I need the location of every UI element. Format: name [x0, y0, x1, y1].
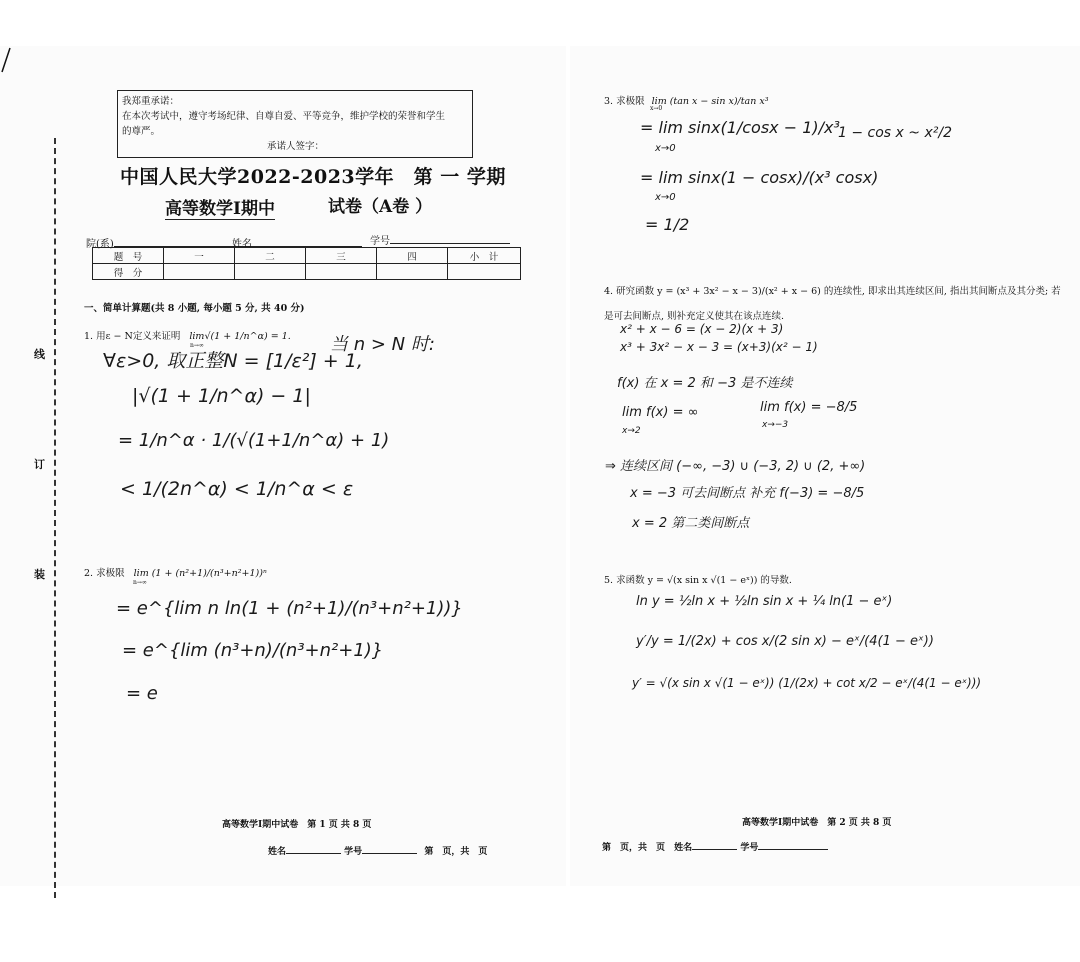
q3-prompt: 3. 求极限 lim (tan x − sin x)/tan x³	[604, 96, 769, 107]
left-page-footer-fields: 姓名 学号 第 页，共 页	[268, 847, 488, 857]
course-name: 高等数学I期中	[165, 194, 275, 220]
score-table-header-row	[93, 248, 521, 264]
score-cell: 得 分	[93, 264, 164, 280]
score-cell: 题 号	[93, 248, 164, 264]
binding-label-line: 线	[34, 348, 45, 361]
q4-hand-line: x² + x − 6 = (x − 2)(x + 3)	[620, 322, 784, 336]
binding-label-order: 订	[34, 458, 45, 471]
q4-hand-line: x→2	[622, 426, 641, 436]
q1-hand-line: 当 n > N 时:	[330, 334, 435, 355]
binding-dashed-line	[54, 138, 56, 898]
q5-prompt: 5. 求函数 y = √(x sin x √(1 − eˣ)) 的导数.	[604, 575, 792, 586]
score-cell	[448, 264, 521, 280]
pledge-signature: 承诺人签字：	[267, 141, 325, 152]
q3-hand-line: = 1/2	[645, 215, 690, 234]
q1-hand-line: < 1/(2n^α) < 1/n^α < ε	[120, 478, 354, 500]
q1-limit-sub: n→∞	[190, 342, 204, 349]
corner-pen-mark	[0, 46, 14, 76]
q4-hand-line: lim f(x) = ∞	[622, 405, 699, 420]
score-cell	[306, 264, 377, 280]
q1-prompt: 1. 用ε − N定义来证明 lim√(1 + 1/n^α) = 1.	[84, 331, 291, 342]
q3-limit-sub: x→0	[650, 105, 663, 112]
q5-hand-line: y′/y = 1/(2x) + cos x/(2 sin x) − eˣ/(4(1 − eˣ))	[636, 634, 934, 649]
q3-hand-line: x→0	[655, 192, 676, 203]
q1-hand-line: = 1/n^α · 1/(√(1+1/n^α) + 1)	[118, 430, 390, 451]
score-table	[92, 247, 521, 280]
q2-prompt: 2. 求极限 lim (1 + (n²+1)/(n³+n²+1))ⁿ	[84, 568, 267, 579]
q4-hand-line: x = −3 可去间断点 补充 f(−3) = −8/5	[630, 486, 865, 501]
q4-prompt-line-2: 是可去间断点, 则补充定义使其在该点连续.	[604, 311, 785, 322]
q4-hand-line: ⇒ 连续区间 (−∞, −3) ∪ (−3, 2) ∪ (2, +∞)	[605, 459, 866, 474]
q3-hand-line: 1 − cos x ~ x²/2	[838, 125, 952, 141]
q2-limit-sub: n→∞	[133, 579, 147, 586]
pledge-title: 我郑重承诺：	[122, 96, 180, 107]
q3-hand-line: = lim sinx(1 − cosx)/(x³ cosx)	[640, 168, 879, 187]
field-student-id: 学号	[370, 232, 510, 247]
score-table-score-row	[93, 264, 521, 280]
score-cell: 四	[377, 248, 448, 264]
pledge-line-1: 在本次考试中，遵守考场纪律、自尊自爱、平等竞争，维护学校的荣誉和学生	[122, 111, 446, 122]
field-name: 姓名	[232, 235, 362, 250]
q2-hand-line: = e	[126, 683, 158, 704]
left-page-footer: 高等数学I期中试卷 第 1 页 共 8 页	[222, 820, 372, 830]
score-cell	[377, 264, 448, 280]
score-cell: 二	[235, 248, 306, 264]
score-cell: 三	[306, 248, 377, 264]
q2-hand-line: = e^{lim n ln(1 + (n²+1)/(n³+n²+1))}	[116, 598, 463, 619]
q4-hand-line: x = 2 第二类间断点	[632, 516, 750, 531]
q4-prompt-line-1: 4. 研究函数 y = (x³ + 3x² − x − 3)/(x² + x − 6) 的连续性, 即求出其连续区间, 指出其间断点及其分类; 若	[604, 286, 1061, 297]
q1-hand-line: ∀ε>0, 取正整N = [1/ε²] + 1,	[103, 350, 363, 372]
score-cell	[164, 264, 235, 280]
right-page-footer-fields: 第 页，共 页 姓名 学号	[602, 840, 828, 853]
q1-hand-line: |√(1 + 1/n^α) − 1|	[132, 385, 311, 407]
binding-label-bind: 装	[34, 568, 45, 581]
section-heading: 一、简单计算题(共 8 小题, 每小题 5 分, 共 40 分)	[84, 303, 305, 314]
q4-hand-line: lim f(x) = −8/5	[760, 400, 858, 415]
q5-hand-line: ln y = ½ln x + ½ln sin x + ¼ ln(1 − eˣ)	[636, 594, 893, 609]
q3-hand-line: = lim sinx(1/cosx − 1)/x³	[640, 118, 840, 137]
field-department: 院(系)	[86, 235, 254, 250]
score-cell: 一	[164, 248, 235, 264]
right-page-footer: 高等数学I期中试卷 第 2 页 共 8 页	[742, 818, 892, 828]
pledge-line-2: 的尊严。	[122, 126, 161, 137]
q3-hand-line: x→0	[655, 143, 676, 154]
q4-hand-line: x→−3	[762, 420, 789, 430]
q4-hand-line: x³ + 3x² − x − 3 = (x+3)(x² − 1)	[620, 340, 818, 354]
q4-hand-line: f(x) 在 x = 2 和 −3 是不连续	[617, 376, 793, 391]
score-cell	[235, 264, 306, 280]
exam-title: 中国人民大学2022-2023学年 第 一 学期	[120, 166, 506, 188]
paper-label: 试卷（A卷 ）	[328, 197, 433, 217]
honor-pledge-box	[117, 90, 473, 158]
score-cell: 小 计	[448, 248, 521, 264]
q2-hand-line: = e^{lim (n³+n)/(n³+n²+1)}	[122, 640, 384, 661]
q5-hand-line: y′ = √(x sin x √(1 − eˣ)) (1/(2x) + cot x/2 − eˣ/(4(1 − eˣ)))	[632, 676, 982, 690]
